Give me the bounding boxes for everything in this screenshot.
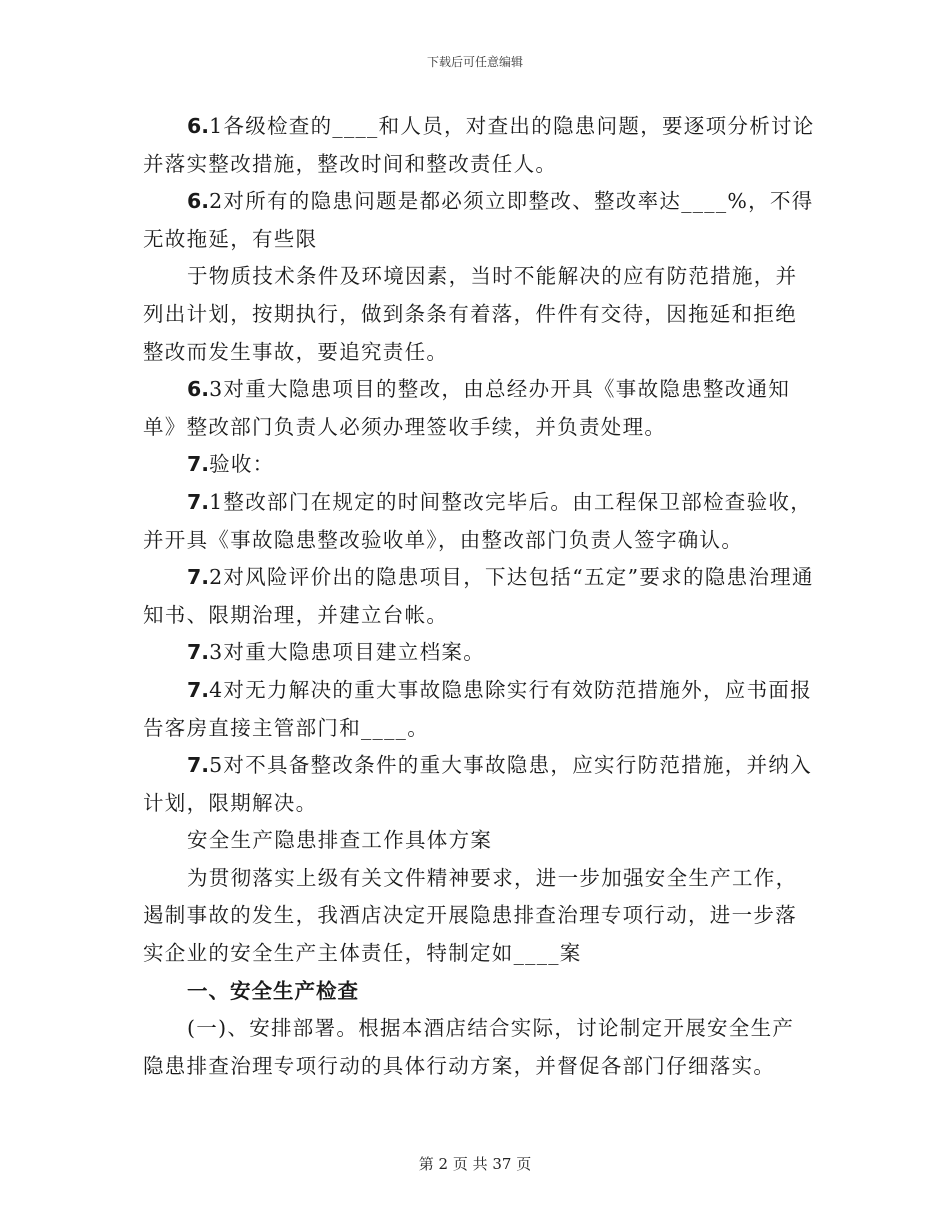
clause-text: 2对所有的隐患问题是都必须立即整改、整改率达____%，不得无故拖延，有些限 — [143, 189, 814, 251]
plan-intro — [143, 860, 815, 973]
document-body — [143, 108, 815, 1085]
clause-text: 5对不具备整改条件的重大事故隐患，应实行防范措施，并纳入计划，限期解决。 — [143, 753, 813, 815]
clause-number: 6. — [187, 114, 210, 138]
clause-number: 7. — [187, 565, 210, 590]
clause-number: 7. — [187, 640, 210, 665]
clause-text: 3对重大隐患项目的整改，由总经办开具《事故隐患整改通知单》整改部门负责人必须办理签收手续，并负责处理。 — [143, 377, 791, 439]
clause-text: 1各级检查的____和人员，对查出的隐患问题，要逐项分析讨论并落实整改措施，整改时间和整改责任人。 — [143, 114, 815, 176]
clause-7-2 — [143, 559, 815, 634]
plan-title-text: 安全生产隐患排查工作具体方案 — [187, 828, 493, 853]
clause-7-3 — [143, 634, 815, 672]
clause-number: 7. — [187, 489, 210, 514]
clause-number: 6. — [187, 377, 210, 402]
plan-title — [143, 822, 815, 860]
clause-text: 4对无力解决的重大事故隐患除实行有效防范措施外，应书面报告客房直接主管部门和____。 — [143, 677, 813, 740]
clause-7-1 — [143, 484, 815, 559]
clause-text: 3对重大隐患项目建立档案。 — [209, 640, 486, 665]
clause-7 — [143, 446, 815, 484]
clause-number: 7. — [187, 677, 210, 702]
clause-6-2 — [143, 183, 815, 258]
clause-6-3 — [143, 371, 815, 446]
page-number: 第 2 页 共 37 页 — [418, 1155, 532, 1173]
clause-number: 7. — [187, 452, 210, 477]
clause-number: 7. — [187, 753, 210, 778]
section-heading: 一、安全生产检查 — [187, 978, 359, 1003]
clause-text: 验收： — [209, 452, 275, 477]
page-header-note: 下载后可任意编辑 — [426, 55, 523, 69]
clause-text: 1整改部门在规定的时间整改完毕后。由工程保卫部检查验收，并开具《事故隐患整改验收单》，由整改部门负责人签字确认。 — [143, 489, 813, 552]
clause-6-1 — [143, 108, 815, 183]
clause-6-2-continued — [143, 258, 815, 371]
arrangement-paragraph: (一)、安排部署。根据本酒店结合实际，讨论制定开展安全生产隐患排查治理专项行动的具体行动方案，并督促各部门仔细落实。 — [143, 1016, 795, 1078]
clause-text: 于物质技术条件及环境因素，当时不能解决的应有防范措施，并列出计划，按期执行，做到条条有着落，件件有交待，因拖延和拒绝整改而发生事故，要追究责任。 — [143, 264, 798, 364]
clause-number: 6. — [187, 189, 210, 214]
clause-text: 2对风险评价出的隐患项目，下达包括“五定”要求的隐患治理通知书、限期治理，并建立台帐。 — [143, 565, 814, 627]
clause-7-5 — [143, 747, 815, 822]
clause-7-4 — [143, 672, 815, 747]
plan-intro-text: 为贯彻落实上级有关文件精神要求，进一步加强安全生产工作，遏制事故的发生，我酒店决定开展隐患排查治理专项行动，进一步落实企业的安全生产主体责任，特制定如____案 — [143, 865, 798, 966]
